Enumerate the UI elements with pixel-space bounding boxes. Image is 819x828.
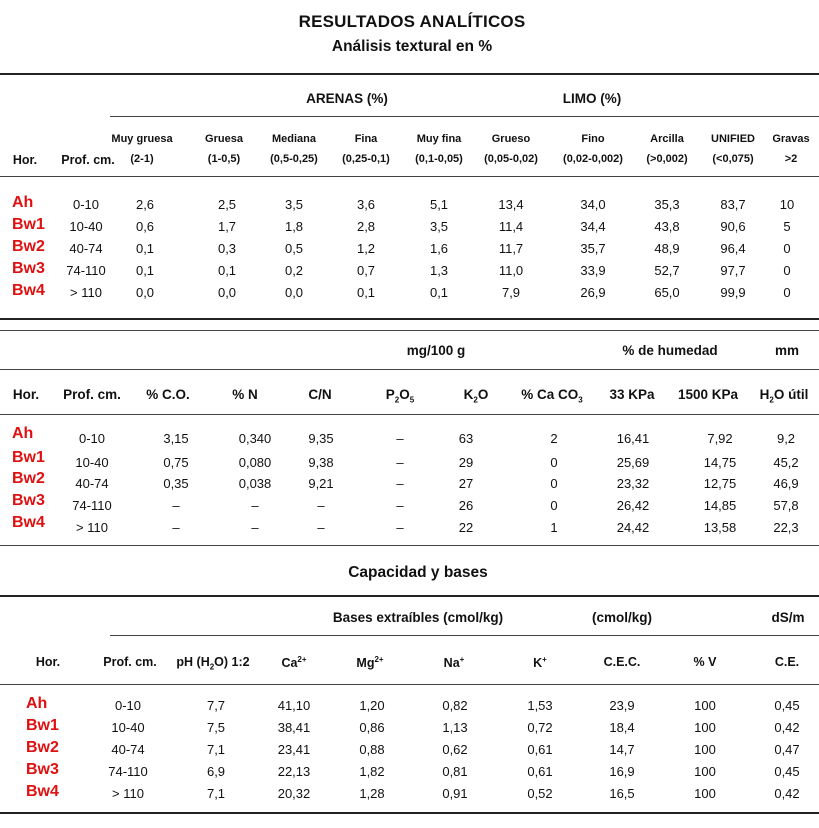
table2-cell: 1 <box>550 520 558 535</box>
table3-cell: 41,10 <box>277 698 311 713</box>
depth-cell: 0-10 <box>78 431 106 446</box>
table3-cell: 7,7 <box>206 698 226 713</box>
table2-cell: 23,32 <box>616 476 650 491</box>
table3-cell: 22,13 <box>277 764 311 779</box>
table2-cell: 0 <box>550 476 558 491</box>
table1-cell: 65,0 <box>654 285 680 300</box>
table3-group-rule <box>110 635 819 636</box>
table1-cell: 0,1 <box>429 285 449 300</box>
horizon-label: Bw2 <box>12 238 45 255</box>
table2-cell: 3,15 <box>163 431 189 446</box>
table3-cell: 0,45 <box>774 764 800 779</box>
table2-p2o5-header: $P_2O_5$ <box>385 387 415 405</box>
table2-bottom-rule <box>0 545 819 546</box>
horizon-label: Ah <box>12 425 34 442</box>
depth-cell: 74-110 <box>66 263 106 278</box>
table2-cell: – <box>251 520 259 535</box>
table1-cell: 3,5 <box>284 197 304 212</box>
table3-bottom-rule <box>0 812 819 814</box>
table1-col-header: Muy gruesa <box>111 133 173 145</box>
table2-cell: – <box>396 498 404 513</box>
table3-cell: 1,82 <box>359 764 385 779</box>
table1-cell: 10 <box>779 197 795 212</box>
table1-cell: 11,7 <box>498 241 524 256</box>
table3-cell: 0,61 <box>527 742 553 757</box>
table1-cell: 0,5 <box>284 241 304 256</box>
table2-cell: – <box>317 498 325 513</box>
horizon-label: Bw1 <box>26 717 59 734</box>
depth-cell: 0-10 <box>72 197 100 212</box>
table1-bottom-rule <box>0 318 819 320</box>
table1-cell: 5 <box>783 219 791 234</box>
table2-cell: 26,42 <box>616 498 650 513</box>
table1-col-header: Grueso <box>491 133 531 145</box>
table2-cell: 57,8 <box>773 498 799 513</box>
horizon-label: Bw2 <box>12 470 45 487</box>
table1-col-header: Mediana <box>271 133 317 145</box>
table2-cell: – <box>396 520 404 535</box>
horizon-label: Bw1 <box>12 449 45 466</box>
table1-col-range: (0,5-0,25) <box>270 153 318 165</box>
table3-group-bases: Bases extraíbles (cmol/kg) <box>332 610 504 625</box>
table3-cell: 100 <box>694 786 716 801</box>
table1-cell: 0,0 <box>217 285 237 300</box>
table3-cell: 0,88 <box>359 742 385 757</box>
table3-cell: 1,28 <box>359 786 385 801</box>
depth-cell: > 110 <box>112 786 144 801</box>
table1-cell: 83,7 <box>720 197 746 212</box>
table2-cell: 0,038 <box>238 476 272 491</box>
table2-group-rule <box>0 369 819 370</box>
table1-cell: 13,4 <box>498 197 524 212</box>
depth-cell: 40-74 <box>111 742 145 757</box>
table2-cell: – <box>396 431 404 446</box>
table1-cell: 7,9 <box>501 285 521 300</box>
table1-cell: 0,3 <box>217 241 237 256</box>
table3-cell: 0,52 <box>527 786 553 801</box>
table2-cell: 24,42 <box>616 520 650 535</box>
horizon-label: Bw4 <box>26 783 59 800</box>
table1-cell: 2,6 <box>135 197 155 212</box>
table2-cell: 14,75 <box>703 455 737 470</box>
table2-cell: – <box>172 520 180 535</box>
table1-cell: 1,6 <box>429 241 449 256</box>
table3-cell: 0,72 <box>527 720 553 735</box>
table1-col-range: (0,1-0,05) <box>415 153 463 165</box>
table1-cell: 1,2 <box>356 241 376 256</box>
table1-cell: 26,9 <box>580 285 606 300</box>
table1-cell: 0,0 <box>284 285 304 300</box>
horizon-label: Bw4 <box>12 282 45 299</box>
table2-cell: 0 <box>550 455 558 470</box>
table3-cell: 23,9 <box>609 698 635 713</box>
table1-cell: 11,4 <box>498 219 524 234</box>
table2-cell: 9,21 <box>308 476 334 491</box>
table2-cell: – <box>172 498 180 513</box>
table1-col-range: (>0,002) <box>646 153 688 165</box>
depth-cell: 10-40 <box>111 720 145 735</box>
table2-cell: 45,2 <box>773 455 799 470</box>
table3-ph-header: pH $(H_2O)$ 1:2 <box>176 655 250 672</box>
table3-group-ds: dS/m <box>771 610 805 625</box>
table2-group-mg: mg/100 g <box>406 343 466 358</box>
table2-cell: 14,85 <box>703 498 737 513</box>
table3-cell: 1,20 <box>359 698 385 713</box>
table3-cell: 6,9 <box>206 764 226 779</box>
table2-cell: 22,3 <box>773 520 799 535</box>
table3-cell: 0,47 <box>774 742 800 757</box>
table1-cell: 0,1 <box>135 241 155 256</box>
table1-header-rule <box>0 176 819 177</box>
table2-n-header: % N <box>232 387 258 402</box>
table3-mg-header: $Mg^{2+}$ <box>356 655 384 671</box>
table3-cec-header: C.E.C. <box>603 655 641 669</box>
table2-cell: 7,92 <box>707 431 733 446</box>
table3-cell: 0,82 <box>442 698 468 713</box>
table1-cell: 0 <box>783 241 791 256</box>
table2-cell: 2 <box>550 431 558 446</box>
table1-cell: 2,8 <box>356 219 376 234</box>
depth-cell: 74-110 <box>108 764 148 779</box>
table3-cell: 16,9 <box>609 764 635 779</box>
table1-cell: 0 <box>783 285 791 300</box>
table2-cell: – <box>396 476 404 491</box>
table1-cell: 34,4 <box>580 219 606 234</box>
table3-cell: 7,5 <box>206 720 226 735</box>
table2-cell: – <box>251 498 259 513</box>
table2-cell: 0,75 <box>163 455 189 470</box>
table2-header-rule <box>0 414 819 415</box>
table3-top-rule <box>0 595 819 597</box>
table2-cell: 0,340 <box>238 431 272 446</box>
table3-v-header: % V <box>693 655 717 669</box>
table2-cell: – <box>396 455 404 470</box>
table2-cell: 0,080 <box>238 455 272 470</box>
table1-cell: 1,8 <box>284 219 304 234</box>
table2-hor-header: Hor. <box>12 387 40 402</box>
table2-cell: 46,9 <box>773 476 799 491</box>
table3-cell: 38,41 <box>277 720 311 735</box>
table2-h2o-header: $H_2O$ útil <box>759 387 809 405</box>
horizon-label: Bw3 <box>26 761 59 778</box>
table2-cell: 9,38 <box>308 455 334 470</box>
table1-cell: 0,1 <box>356 285 376 300</box>
horizon-label: Bw2 <box>26 739 59 756</box>
table1-col-header: Gravas <box>772 133 810 145</box>
table3-cell: 100 <box>694 742 716 757</box>
depth-cell: 0-10 <box>114 698 142 713</box>
table1-cell: 0,1 <box>135 263 155 278</box>
table1-cell: 0,0 <box>135 285 155 300</box>
table3-cell: 0,86 <box>359 720 385 735</box>
table2-cell: 13,58 <box>703 520 737 535</box>
table2-33kpa-header: 33 KPa <box>609 387 655 402</box>
table1-cell: 52,7 <box>654 263 680 278</box>
table1-cell: 35,3 <box>654 197 680 212</box>
table3-cell: 7,1 <box>206 786 226 801</box>
table1-cell: 0,6 <box>135 219 155 234</box>
table1-cell: 34,0 <box>580 197 606 212</box>
table3-hor-header: Hor. <box>35 655 61 669</box>
table2-caco3-header: % Ca $CO_3$ <box>521 387 583 405</box>
table2-cell: 0 <box>550 498 558 513</box>
table1-cell: 1,3 <box>429 263 449 278</box>
table2-group-humedad: % de humedad <box>622 343 718 358</box>
page-title: RESULTADOS ANALÍTICOS <box>298 12 526 31</box>
horizon-label: Bw4 <box>12 514 45 531</box>
table3-cell: 23,41 <box>277 742 311 757</box>
table3-cell: 0,62 <box>442 742 468 757</box>
table2-cell: 26 <box>458 498 474 513</box>
depth-cell: 10-40 <box>69 219 103 234</box>
table3-cell: 0,91 <box>442 786 468 801</box>
table3-caption: Capacidad y bases <box>348 564 488 581</box>
table2-k2o-header: $K_2O$ <box>463 387 489 405</box>
table3-cell: 100 <box>694 764 716 779</box>
table2-cell: 0,35 <box>163 476 189 491</box>
table1-col-header: Fina <box>354 133 378 145</box>
table2-cell: 29 <box>458 455 474 470</box>
horizon-label: Ah <box>12 194 34 211</box>
table1-col-range: (1-0,5) <box>207 153 241 165</box>
table1-col-range: (<0,075) <box>712 153 754 165</box>
table1-cell: 90,6 <box>720 219 746 234</box>
table3-group-cmol: (cmol/kg) <box>591 610 653 625</box>
table1-prof-header: Prof. cm. <box>61 153 115 167</box>
table1-col-range: (0,25-0,1) <box>342 153 390 165</box>
table1-col-range: (0,02-0,002) <box>563 153 623 165</box>
depth-cell: > 110 <box>76 520 108 535</box>
table3-prof-header: Prof. cm. <box>103 655 157 669</box>
table1-cell: 96,4 <box>720 241 746 256</box>
table1-col-header: Fino <box>581 133 605 145</box>
table1-cell: 48,9 <box>654 241 680 256</box>
table2-prof-header: Prof. cm. <box>63 387 121 402</box>
table1-cell: 35,7 <box>580 241 606 256</box>
table2-cell: – <box>317 520 325 535</box>
table3-cell: 7,1 <box>206 742 226 757</box>
table3-header-rule <box>0 684 819 685</box>
table3-cell: 16,5 <box>609 786 635 801</box>
horizon-label: Bw3 <box>12 492 45 509</box>
table1-top-rule <box>0 73 819 75</box>
table1-col-range: (0,05-0,02) <box>484 153 538 165</box>
table2-cell: 12,75 <box>703 476 737 491</box>
table3-cell: 20,32 <box>277 786 311 801</box>
table2-cell: 27 <box>458 476 474 491</box>
table1-cell: 43,8 <box>654 219 680 234</box>
depth-cell: > 110 <box>70 285 102 300</box>
table3-cell: 1,13 <box>442 720 468 735</box>
table3-cell: 0,42 <box>774 786 800 801</box>
table1-group-arenas: ARENAS (%) <box>306 91 388 106</box>
table2-top-rule <box>0 330 819 331</box>
table3-cell: 0,81 <box>442 764 468 779</box>
table3-k-header: K+ <box>533 655 547 671</box>
table1-cell: 33,9 <box>580 263 606 278</box>
table1-group-limo: LIMO (%) <box>562 91 622 106</box>
table3-ce-header: C.E. <box>774 655 800 669</box>
table2-1500kpa-header: 1500 KPa <box>677 387 739 402</box>
table1-group-rule <box>110 116 819 117</box>
table1-cell: 5,1 <box>429 197 449 212</box>
table2-co-header: % C.O. <box>146 387 190 402</box>
table2-cell: 22 <box>458 520 474 535</box>
table1-col-header: Gruesa <box>205 133 243 145</box>
table3-ca-header: $Ca^{2+}$ <box>281 655 307 671</box>
table1-cell: 2,5 <box>217 197 237 212</box>
table3-cell: 0,61 <box>527 764 553 779</box>
table1-cell: 0,2 <box>284 263 304 278</box>
depth-cell: 40-74 <box>75 476 109 491</box>
table2-cell: 63 <box>458 431 474 446</box>
table3-cell: 14,7 <box>609 742 635 757</box>
horizon-label: Bw1 <box>12 216 45 233</box>
table3-cell: 1,53 <box>527 698 553 713</box>
table3-cell: 100 <box>694 698 716 713</box>
table3-cell: 0,45 <box>774 698 800 713</box>
table1-cell: 3,5 <box>429 219 449 234</box>
depth-cell: 40-74 <box>69 241 103 256</box>
table2-group-mm: mm <box>774 343 800 358</box>
table3-na-header: Na+ <box>443 655 465 671</box>
table1-col-header: Arcilla <box>650 133 684 145</box>
table3-cell: 100 <box>694 720 716 735</box>
table1-cell: 99,9 <box>720 285 746 300</box>
table1-cell: 11,0 <box>498 263 524 278</box>
horizon-label: Ah <box>26 695 48 712</box>
table2-cell: 9,35 <box>308 431 334 446</box>
table2-cell: 25,69 <box>616 455 650 470</box>
table2-cell: 16,41 <box>616 431 650 446</box>
depth-cell: 10-40 <box>75 455 109 470</box>
table1-cell: 3,6 <box>356 197 376 212</box>
table1-hor-header: Hor. <box>12 153 38 167</box>
table3-cell: 18,4 <box>609 720 635 735</box>
table1-col-range: >2 <box>784 153 798 165</box>
table1-cell: 0,7 <box>356 263 376 278</box>
table1-cell: 1,7 <box>217 219 237 234</box>
table1-col-header: Muy fina <box>416 133 462 145</box>
table1-cell: 0,1 <box>217 263 237 278</box>
table1-col-range: (2-1) <box>130 153 154 165</box>
table1-col-header: UNIFIED <box>711 133 755 145</box>
horizon-label: Bw3 <box>12 260 45 277</box>
table1-cell: 0 <box>783 263 791 278</box>
depth-cell: 74-110 <box>72 498 112 513</box>
table2-cn-header: C/N <box>308 387 332 402</box>
table2-cell: 9,2 <box>776 431 796 446</box>
page-subtitle: Análisis textural en % <box>331 38 493 55</box>
table1-cell: 97,7 <box>720 263 746 278</box>
table3-cell: 0,42 <box>774 720 800 735</box>
